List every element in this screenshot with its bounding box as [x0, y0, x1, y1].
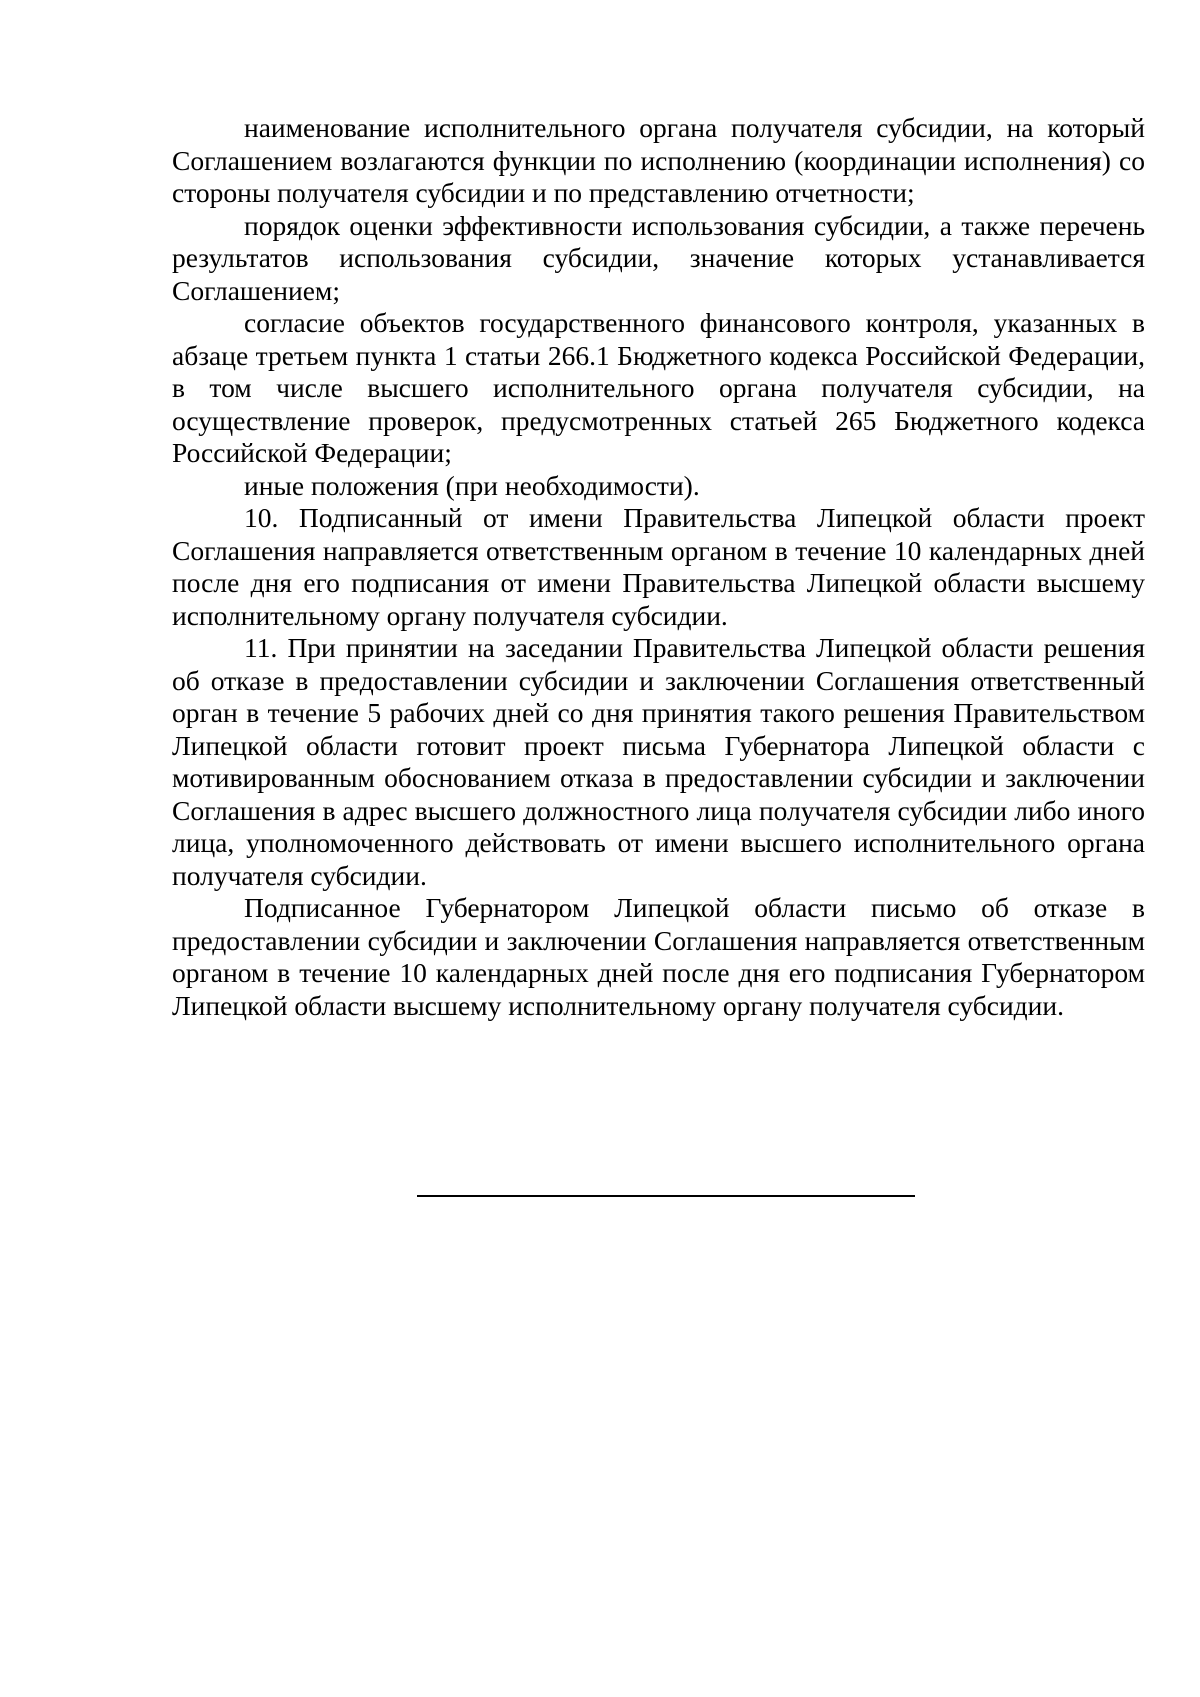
paragraph-clause-11: 11. При принятии на заседании Правительства Липецкой области решения об отказе в предоставлении субсидии и заключении Соглашения ответственный орган в течение 5 рабочих дней со дня принятия такого решения Правительством Липецкой области готовит проект письма Губернатора Липецкой области с мотивированным обоснованием отказа в предоставлении субсидии и заключении Соглашения в адрес высшего должностного лица получателя субсидии либо иного лица, уполномоченного действовать от имени высшего исполнительного органа получателя субсидии.: [172, 632, 1145, 891]
paragraph-executive-body-name: наименование исполнительного органа получателя субсидии, на который Соглашением возлагаются функции по исполнению (координации исполнения) со стороны получателя субсидии и по представлению отчетности;: [172, 112, 1145, 208]
paragraph-control-consent: согласие объектов государственного финансового контроля, указанных в абзаце третьем пункта 1 статьи 266.1 Бюджетного кодекса Российской Федерации, в том числе высшего исполнительного органа получателя субсидии, на осуществление проверок, предусмотренных статьей 265 Бюджетного кодекса Российской Федерации;: [172, 307, 1145, 468]
paragraph-refusal-letter: Подписанное Губернатором Липецкой области письмо об отказе в предоставлении субсидии и заключении Соглашения направляется ответственным органом в течение 10 календарных дней после дня его подписания Губернатором Липецкой области высшему исполнительному органу получателя субсидии.: [172, 892, 1145, 1021]
document-body: [172, 112, 1145, 1022]
end-separator-line: [417, 1195, 915, 1197]
paragraph-efficiency-assessment: порядок оценки эффективности использования субсидии, а также перечень результатов использования субсидии, значение которых устанавливается Соглашением;: [172, 209, 1145, 306]
paragraph-clause-10: 10. Подписанный от имени Правительства Липецкой области проект Соглашения направляется ответственным органом в течение 10 календарных дней после дня его подписания от имени Правительства Липецкой области высшему исполнительному органу получателя субсидии.: [172, 502, 1145, 631]
paragraph-other-provisions: иные положения (при необходимости).: [244, 469, 700, 501]
